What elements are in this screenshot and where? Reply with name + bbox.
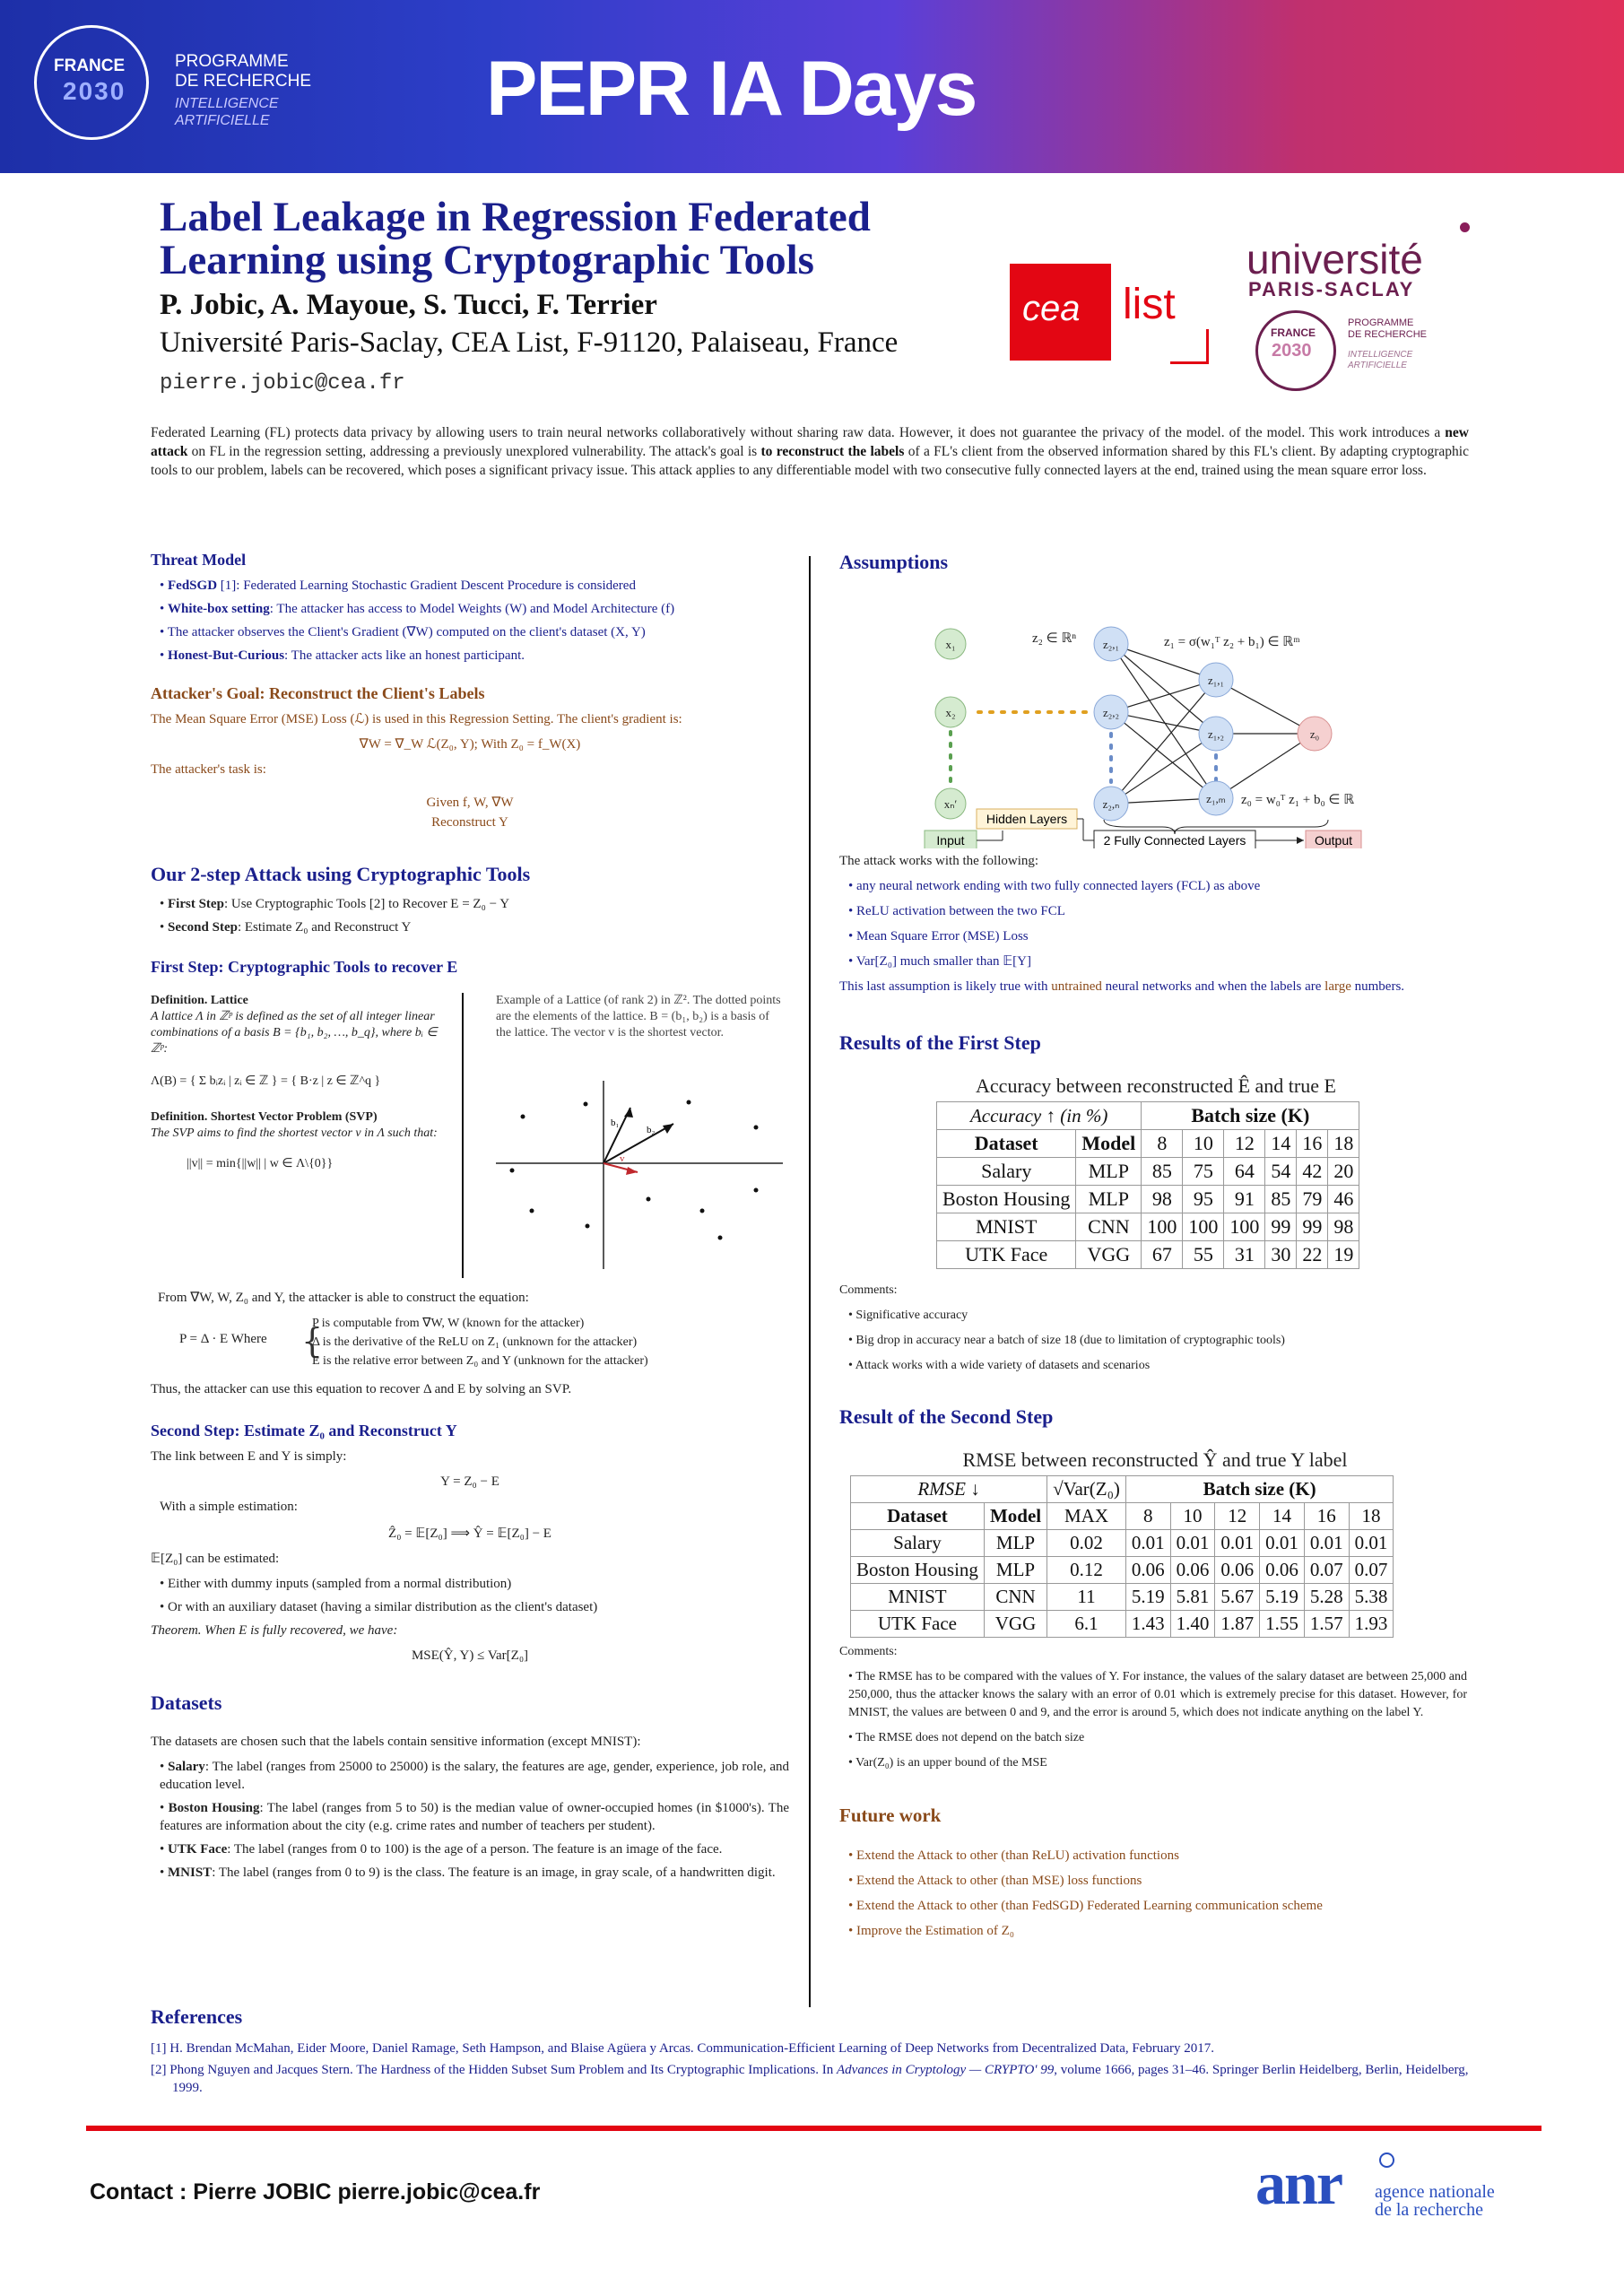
results1-table-block: [936, 1074, 1376, 1269]
cell-value: 1.93: [1349, 1611, 1394, 1638]
cell-value: 1.40: [1170, 1611, 1215, 1638]
text-span: numbers.: [1350, 979, 1405, 994]
anr-line1: agence nationale: [1375, 2182, 1495, 2202]
small-logo-france: FRANCE: [1271, 326, 1316, 339]
cell-dataset: Boston Housing: [851, 1557, 985, 1584]
secondstep-eq1: Y = Z₀ − E: [440, 1474, 499, 1489]
cell-value: 0.06: [1215, 1557, 1260, 1584]
equation-cases: [312, 1314, 648, 1370]
cell-value: 98: [1142, 1186, 1183, 1213]
item-text: : Estimate Z₀ and Reconstruct Y: [237, 920, 412, 935]
b1-arrowhead: [624, 1108, 633, 1118]
cell-value: 0.06: [1170, 1557, 1215, 1584]
cell-model: MLP: [984, 1557, 1046, 1584]
threat-list: [151, 577, 789, 665]
node-xn: xₙ′: [943, 797, 958, 811]
event-title: PEPR IA Days: [486, 46, 977, 132]
abstract-text: of a FL's client from the observed information shared by this FL's client. By adapting cryptographic tools to our problem, labels can be recovered, which poses a significant privacy issue. This attack applies to any differentiable model with two consecutive fully connected layers at the end, trained using the mean square error loss.: [151, 444, 1469, 478]
logo-france-text: FRANCE: [54, 57, 126, 75]
cea-logo-text: cea: [1022, 289, 1081, 328]
column-divider: [809, 556, 811, 2007]
cell-model: MLP: [1076, 1186, 1142, 1213]
univ-logo-sub: PARIS-SACLAY: [1248, 278, 1415, 300]
datasets-list: [151, 1758, 789, 1882]
cell-value: 79: [1297, 1186, 1328, 1213]
twostep-heading: Our 2-step Attack using Cryptographic Tools: [151, 863, 531, 885]
list-item: • Extend the Attack to other (than ReLU) activation functions: [848, 1847, 1467, 1865]
list-item: [160, 577, 789, 595]
cell-value: 42: [1297, 1158, 1328, 1186]
abstract-bold: new attack: [151, 425, 1469, 459]
cell-value: 5.28: [1304, 1584, 1349, 1611]
col-batch: 10: [1170, 1503, 1215, 1530]
list-item: [160, 918, 789, 936]
programme-line2: DE RECHERCHE: [175, 72, 312, 91]
cell-dataset: Boston Housing: [937, 1186, 1076, 1213]
small-ia-text: [1348, 350, 1412, 371]
list-item: • Var(Z₀) is an upper bound of the MSE: [848, 1754, 1467, 1772]
affiliation: Université Paris-Saclay, CEA List, F-91120, Palaiseau, France: [160, 326, 899, 359]
goal-task: [151, 793, 789, 832]
list-item: [160, 1758, 789, 1794]
node-x2: x₂: [945, 706, 956, 719]
cell-value: 0.01: [1125, 1530, 1170, 1557]
cell-value: 46: [1328, 1186, 1359, 1213]
def-svp-title: Definition. Shortest Vector Problem (SVP): [151, 1110, 378, 1124]
results2-comments: [839, 1668, 1467, 1772]
node-z21: z₂,₁: [1102, 638, 1120, 651]
text-span: untrained: [1051, 979, 1102, 994]
title-line2: Learning using Cryptographic Tools: [160, 237, 814, 283]
secondstep-text3: 𝔼[Z₀] can be estimated:: [151, 1552, 280, 1566]
right-column: [839, 547, 1467, 1947]
hidden2-nodes: [1094, 627, 1128, 821]
def-svp-body: The SVP aims to find the shortest vector v in Λ such that:: [151, 1126, 438, 1140]
col-batch: 18: [1349, 1503, 1394, 1530]
table-corner: RMSE ↓: [851, 1476, 1047, 1503]
item-bold: First Step: [168, 897, 224, 911]
cell-value: 5.19: [1125, 1584, 1170, 1611]
node-z2n: z₂,ₙ: [1102, 797, 1120, 811]
table-row: [851, 1584, 1394, 1611]
col-dataset: Dataset: [937, 1130, 1076, 1158]
cell-max: 6.1: [1047, 1611, 1126, 1638]
item-text: : The attacker has access to Model Weights (W) and Model Architecture (f): [269, 602, 675, 616]
list-item: • Significative accuracy: [848, 1307, 1467, 1325]
node-z11: z₁,₁: [1207, 674, 1225, 687]
table-header-row: [851, 1476, 1394, 1503]
lattice-definitions: [151, 993, 438, 1172]
cell-value: 1.55: [1260, 1611, 1305, 1638]
small-ia-line2: ARTIFICIELLE: [1348, 361, 1407, 370]
results2-table-block: [850, 1448, 1460, 1638]
ia-text: [175, 95, 279, 129]
col-batch: 8: [1125, 1503, 1170, 1530]
item-bold: Honest-But-Curious: [168, 648, 285, 663]
item-text: : The label (ranges from 0 to 9) is the class. The feature is an image, in gray scale, of a handwritten digit.: [212, 1866, 776, 1880]
abstract: [151, 423, 1469, 480]
node-z12: z₁,₂: [1207, 727, 1225, 741]
item-text: : The label (ranges from 0 to 100) is the age of a person. The feature is an image of the face.: [227, 1842, 723, 1857]
cell-value: 0.01: [1215, 1530, 1260, 1557]
future-heading: Future work: [839, 1805, 942, 1826]
goal-given: Given f, W, ∇W: [426, 796, 514, 810]
input-label: Input: [936, 833, 965, 848]
author-email: pierre.jobic@cea.fr: [160, 371, 405, 396]
cell-value: 0.07: [1304, 1557, 1349, 1584]
node-z22: z₂,₂: [1102, 706, 1120, 719]
abstract-text: Federated Learning (FL) protects data privacy by allowing users to train neural networks collaboratively without sharing raw data. However, it does not guarantee the privacy of the model. of the model. This work introduces a: [151, 425, 1446, 440]
cell-value: 100: [1224, 1213, 1265, 1241]
list-item: [160, 600, 789, 618]
item-bold: Second Step: [168, 920, 238, 935]
item-text: [1]: Federated Learning Stochastic Gradient Descent Procedure is considered: [217, 578, 636, 593]
secondstep-heading: Second Step: Estimate Z₀ and Reconstruct Y: [151, 1422, 457, 1439]
item-text: : The label (ranges from 5 to 50) is the median value of owner-occupied homes (in $1000's). The features are information about the city (e.g. crime rates and number of teachers per student).: [160, 1801, 789, 1833]
future-list: [839, 1847, 1467, 1940]
small-prog-line2: DE RECHERCHE: [1348, 329, 1428, 340]
col-batch: 14: [1260, 1503, 1305, 1530]
label-z2: z₂ ∈ ℝⁿ: [1032, 631, 1077, 646]
item-bold: White-box setting: [168, 602, 270, 616]
assumptions-list: [839, 877, 1467, 970]
cell-value: 99: [1297, 1213, 1328, 1241]
list-item: • Big drop in accuracy near a batch of size 18 (due to limitation of cryptographic tools): [848, 1332, 1467, 1350]
ref-text: [2] Phong Nguyen and Jacques Stern. The Hardness of the Hidden Subset Sum Problem and Its Cryptographic Implications. In: [151, 2063, 838, 2077]
item-text: : The attacker acts like an honest participant.: [284, 648, 525, 663]
item-bold: UTK Face: [168, 1842, 228, 1857]
cell-value: 0.01: [1260, 1530, 1305, 1557]
label-z0: z₀ = w₀ᵀ z₁ + b₀ ∈ ℝ: [1241, 793, 1355, 807]
table-header-row: [851, 1503, 1394, 1530]
table-row: [851, 1530, 1394, 1557]
construct-text: From ∇W, W, Z₀ and Y, the attacker is able to construct the equation:: [158, 1291, 529, 1305]
contact: Contact : Pierre JOBIC pierre.jobic@cea.fr: [90, 2179, 541, 2205]
secondstep-text: The link between E and Y is simply:: [151, 1449, 347, 1464]
list-item: • Var[Z₀] much smaller than 𝔼[Y]: [848, 952, 1467, 970]
programme-line1: PROGRAMME: [175, 52, 289, 71]
small-programme-text: [1348, 317, 1427, 341]
def-svp-eq: ||v|| = min{||w|| | w ∈ Λ\{0}}: [187, 1157, 334, 1170]
col-batch: 12: [1224, 1130, 1265, 1158]
goal-heading: Attacker's Goal: Reconstruct the Client's Labels: [151, 684, 485, 702]
cell-value: 75: [1183, 1158, 1224, 1186]
table-row: [937, 1213, 1359, 1241]
v-label: v: [620, 1153, 625, 1164]
col-batch: 16: [1304, 1503, 1349, 1530]
list-item: • Either with dummy inputs (sampled from a normal distribution): [160, 1575, 789, 1593]
univ-logo-dot: [1460, 222, 1470, 232]
thus-text: Thus, the attacker can use this equation to recover Δ and E by solving an SVP.: [151, 1382, 572, 1396]
cell-dataset: MNIST: [851, 1584, 985, 1611]
item-bold: FedSGD: [168, 578, 218, 593]
node-z0: z₀: [1309, 727, 1320, 741]
cell-value: 85: [1265, 1186, 1297, 1213]
fcl-label: 2 Fully Connected Layers: [1103, 833, 1246, 848]
cell-value: 1.57: [1304, 1611, 1349, 1638]
lattice-figure: [496, 1072, 783, 1269]
authors: P. Jobic, A. Mayoue, S. Tucci, F. Terrier: [160, 289, 657, 321]
col-batch: 16: [1297, 1130, 1328, 1158]
left-column: [151, 547, 789, 1887]
def-divider: [462, 993, 464, 1278]
cell-value: 5.67: [1215, 1584, 1260, 1611]
batch-header: Batch size (K): [1125, 1476, 1394, 1503]
list-item: • The RMSE has to be compared with the values of Y. For instance, the values of the salary dataset are between 25,000 and 250,000, thus the attacker knows the salary with an error of 0.01 which is extremely precise for this dataset. However, for MNIST, the values are between 0 and 9, and the error is around 5, which does not indicate anything on the label Y.: [848, 1668, 1467, 1722]
cell-value: 100: [1142, 1213, 1183, 1241]
cell-value: 5.19: [1260, 1584, 1305, 1611]
item-bold: Salary: [168, 1760, 205, 1774]
list-item: [160, 1799, 789, 1835]
ia-line1: INTELLIGENCE: [175, 96, 279, 111]
col-model: Model: [984, 1503, 1046, 1530]
secondstep-eq2: Ẑ₀ = 𝔼[Z₀] ⟹ Ŷ = 𝔼[Z₀] − E: [388, 1526, 551, 1541]
secondstep-list: [151, 1575, 789, 1616]
cell-value: 0.01: [1304, 1530, 1349, 1557]
item-text: : Use Cryptographic Tools [2] to Recover E = Z₀ − Y: [223, 897, 510, 911]
cell-model: CNN: [1076, 1213, 1142, 1241]
cell-value: 99: [1265, 1213, 1297, 1241]
col-model: Model: [1076, 1130, 1142, 1158]
datasets-heading: Datasets: [151, 1692, 222, 1714]
col-dataset: Dataset: [851, 1503, 985, 1530]
b1-label: b₁: [611, 1118, 620, 1128]
results2-heading: Result of the Second Step: [839, 1405, 1054, 1428]
cell-value: 64: [1224, 1158, 1265, 1186]
theorem-text: Theorem. When E is fully recovered, we have:: [151, 1623, 398, 1638]
secondstep-text2: With a simple estimation:: [160, 1500, 298, 1514]
list-logo-corner: [1170, 329, 1209, 364]
list-item: [160, 647, 789, 665]
cell-value: 54: [1265, 1158, 1297, 1186]
title-line1: Label Leakage in Regression Federated: [160, 194, 871, 240]
label-z1: z₁ = σ(w₁ᵀ z₂ + b₁) ∈ ℝᵐ: [1164, 635, 1300, 649]
list-item: [160, 895, 789, 913]
col-batch: 18: [1328, 1130, 1359, 1158]
list-item: • The RMSE does not depend on the batch size: [848, 1729, 1467, 1747]
cell-value: 0.06: [1260, 1557, 1305, 1584]
results1-caption: Accuracy between reconstructed Ê and true E: [976, 1074, 1336, 1097]
brace: {: [301, 1321, 324, 1361]
col-batch: 12: [1215, 1503, 1260, 1530]
list-item: • Extend the Attack to other (than FedSGD) Federated Learning communication scheme: [848, 1897, 1467, 1915]
references: [151, 2005, 1469, 2097]
cell-value: 55: [1183, 1241, 1224, 1269]
cell-value: 95: [1183, 1186, 1224, 1213]
ref-text: , volume 1666, pages 31–46. Springer Berlin Heidelberg, Berlin, Heidelberg, 1999.: [172, 2063, 1469, 2095]
univ-logo-name: université: [1246, 236, 1423, 283]
cell-dataset: Salary: [937, 1158, 1076, 1186]
cell-model: MLP: [1076, 1158, 1142, 1186]
cell-value: 67: [1142, 1241, 1183, 1269]
results2-comments-label: Comments:: [839, 1645, 898, 1658]
goal-reconstruct: Reconstruct Y: [431, 815, 508, 830]
item-bold: MNIST: [168, 1866, 213, 1880]
cell-value: 0.06: [1125, 1557, 1170, 1584]
small-ia-line1: INTELLIGENCE: [1348, 350, 1413, 360]
references-heading: References: [151, 2005, 243, 2028]
twostep-list: [151, 895, 789, 936]
list-item: • Extend the Attack to other (than MSE) loss functions: [848, 1872, 1467, 1890]
text-span: neural networks and when the labels are: [1101, 979, 1325, 994]
cell-value: 91: [1224, 1186, 1265, 1213]
cell-value: 0.07: [1349, 1557, 1394, 1584]
anr-line2: de la recherche: [1375, 2200, 1484, 2220]
poster-title: [160, 196, 967, 282]
item-bold: Boston Housing: [168, 1801, 260, 1815]
results1-heading: Results of the First Step: [839, 1031, 1041, 1054]
equation-system: [151, 1314, 789, 1373]
cell-value: 20: [1328, 1158, 1359, 1186]
cell-value: 1.43: [1125, 1611, 1170, 1638]
network-diagram: [839, 579, 1467, 848]
list-item: • any neural network ending with two fully connected layers (FCL) as above: [848, 877, 1467, 895]
cell-model: VGG: [1076, 1241, 1142, 1269]
item-text: : The label (ranges from 25000 to 25000) is the salary, the features are age, gender, experience, job role, and education level.: [160, 1760, 789, 1792]
case-3: E is the relative error between Z₀ and Y (unknown for the attacker): [312, 1354, 648, 1368]
cell-value: 30: [1265, 1241, 1297, 1269]
cell-max: 11: [1047, 1584, 1126, 1611]
table-row: [937, 1158, 1359, 1186]
text-span: large: [1324, 979, 1351, 994]
results1-table: [936, 1101, 1359, 1269]
reference-2: [151, 2061, 1469, 2097]
equation-p: P = Δ · E Where: [179, 1332, 267, 1346]
table-corner: Accuracy ↑ (in %): [937, 1102, 1142, 1130]
firststep-heading: First Step: Cryptographic Tools to recover E: [151, 958, 458, 976]
lattice-example-text: Example of a Lattice (of rank 2) in ℤ². The dotted points are the elements of the lattice. B = (b₁, b₂) is a basis of the lattice. The vector v is the shortest vector.: [496, 994, 781, 1039]
cell-value: 31: [1224, 1241, 1265, 1269]
cell-model: VGG: [984, 1611, 1046, 1638]
cell-model: MLP: [984, 1530, 1046, 1557]
list-item: • ReLU activation between the two FCL: [848, 902, 1467, 920]
col-max: MAX: [1047, 1503, 1126, 1530]
list-item: [160, 623, 789, 641]
col-batch: 14: [1265, 1130, 1297, 1158]
assumptions-heading: Assumptions: [839, 551, 949, 573]
assumptions-intro: The attack works with the following:: [839, 854, 1039, 868]
table-header-row: [937, 1130, 1359, 1158]
cell-max: 0.12: [1047, 1557, 1126, 1584]
top-banner: [0, 0, 1624, 173]
lattice-block: [151, 993, 789, 1289]
cell-dataset: MNIST: [937, 1213, 1076, 1241]
hidden-layers-label: Hidden Layers: [986, 812, 1068, 826]
input-nodes: [935, 629, 966, 819]
cell-model: CNN: [984, 1584, 1046, 1611]
list-item: • Mean Square Error (MSE) Loss: [848, 927, 1467, 945]
cell-dataset: Salary: [851, 1530, 985, 1557]
anr-logo: anr: [1255, 2149, 1342, 2217]
cell-value: 22: [1297, 1241, 1328, 1269]
list-item: • Improve the Estimation of Z₀: [848, 1922, 1467, 1940]
cell-value: 0.01: [1349, 1530, 1394, 1557]
cell-dataset: UTK Face: [937, 1241, 1076, 1269]
item-text: The attacker observes the Client's Gradient (∇W) computed on the client's dataset (X, Y): [167, 625, 646, 639]
abstract-bold: to reconstruct the labels: [760, 444, 905, 459]
case-2: Δ is the derivative of the ReLU on Z₁ (unknown for the attacker): [312, 1335, 638, 1349]
table-row: [851, 1611, 1394, 1638]
cell-value: 1.87: [1215, 1611, 1260, 1638]
logo-2030-text: 2030: [63, 77, 126, 105]
programme-text: [175, 52, 311, 91]
def-lattice-eq: Λ(B) = { Σ bᵢzᵢ | zᵢ ∈ ℤ } = { B·z | z ∈ ℤ^q }: [151, 1074, 381, 1088]
cell-value: 5.38: [1349, 1584, 1394, 1611]
reference-1: [1] H. Brendan McMahan, Eider Moore, Daniel Ramage, Seth Hampson, and Blaise Agüera y Arcas. Communication-Efficient Learning of Deep Networks from Decentralized Data, February 2017.: [151, 2041, 1215, 2056]
footer-bar: [86, 2126, 1541, 2131]
col-batch: 10: [1183, 1130, 1224, 1158]
results1-comments: [839, 1307, 1467, 1375]
cell-value: 100: [1183, 1213, 1224, 1241]
list-item: [160, 1864, 789, 1882]
def-lattice-body: A lattice Λ in ℤᵖ is defined as the set of all integer linear combinations of a basis B = {b₁, b₂, …, b_q}, where bᵢ ∈ ℤᵖ:: [151, 1010, 438, 1056]
small-logo-2030: 2030: [1272, 341, 1312, 361]
abstract-text: on FL in the regression setting, addressing a previously unexplored vulnerability. The attack's goal is: [187, 444, 761, 459]
results1-comments-label: Comments:: [839, 1283, 898, 1297]
anr-subtitle: [1375, 2183, 1495, 2219]
def-lattice-title: Definition. Lattice: [151, 994, 248, 1007]
datasets-intro: The datasets are chosen such that the labels contain sensitive information (except MNIST):: [151, 1735, 641, 1749]
goal-task-text: The attacker's task is:: [151, 762, 266, 777]
table-header-row: [937, 1102, 1359, 1130]
table-row: [937, 1186, 1359, 1213]
table-row: [851, 1557, 1394, 1584]
cell-value: 5.81: [1170, 1584, 1215, 1611]
cell-value: 0.01: [1170, 1530, 1215, 1557]
cell-max: 0.02: [1047, 1530, 1126, 1557]
batch-header: Batch size (K): [1142, 1102, 1359, 1130]
threat-heading: Threat Model: [151, 551, 247, 569]
list-item: • Or with an auxiliary dataset (having a similar distribution as the client's dataset): [160, 1598, 789, 1616]
small-prog-line1: PROGRAMME: [1348, 317, 1414, 328]
anr-registered-mark: [1379, 2152, 1394, 2168]
node-z1m: z₁,ₘ: [1206, 792, 1226, 805]
arrowhead: [1297, 837, 1304, 844]
cell-value: 85: [1142, 1158, 1183, 1186]
goal-text: The Mean Square Error (MSE) Loss (ℒ) is used in this Regression Setting. The client's gradient is:: [151, 712, 682, 726]
var-header: √Var(Z₀): [1047, 1476, 1126, 1503]
assumptions-last: [839, 978, 1467, 996]
list-item: • Attack works with a wide variety of datasets and scenarios: [848, 1357, 1467, 1375]
cell-dataset: UTK Face: [851, 1611, 985, 1638]
col-batch: 8: [1142, 1130, 1183, 1158]
output-label: Output: [1314, 833, 1353, 848]
lattice-points: [510, 1100, 759, 1240]
results2-table: [850, 1475, 1394, 1638]
cell-value: 19: [1328, 1241, 1359, 1269]
case-1: P is computable from ∇W, W (known for the attacker): [312, 1317, 585, 1330]
cell-value: 98: [1328, 1213, 1359, 1241]
table-row: [937, 1241, 1359, 1269]
list-logo-text: list: [1123, 281, 1176, 328]
text-span: This last assumption is likely true with: [839, 979, 1052, 994]
theorem-eq: MSE(Ŷ, Y) ≤ Var[Z₀]: [411, 1648, 529, 1663]
goal-equation: ∇W = ∇_W ℒ(Z₀, Y); With Z₀ = f_W(X): [359, 737, 581, 752]
list-item: [160, 1840, 789, 1858]
node-x1: x₁: [945, 638, 956, 651]
b2-label: b₂: [647, 1125, 656, 1135]
ia-line2: ARTIFICIELLE: [175, 113, 270, 128]
ref-italic: Advances in Cryptology — CRYPTO' 99: [837, 2063, 1055, 2077]
results2-caption: RMSE between reconstructed Ŷ and true Y label: [962, 1448, 1348, 1471]
